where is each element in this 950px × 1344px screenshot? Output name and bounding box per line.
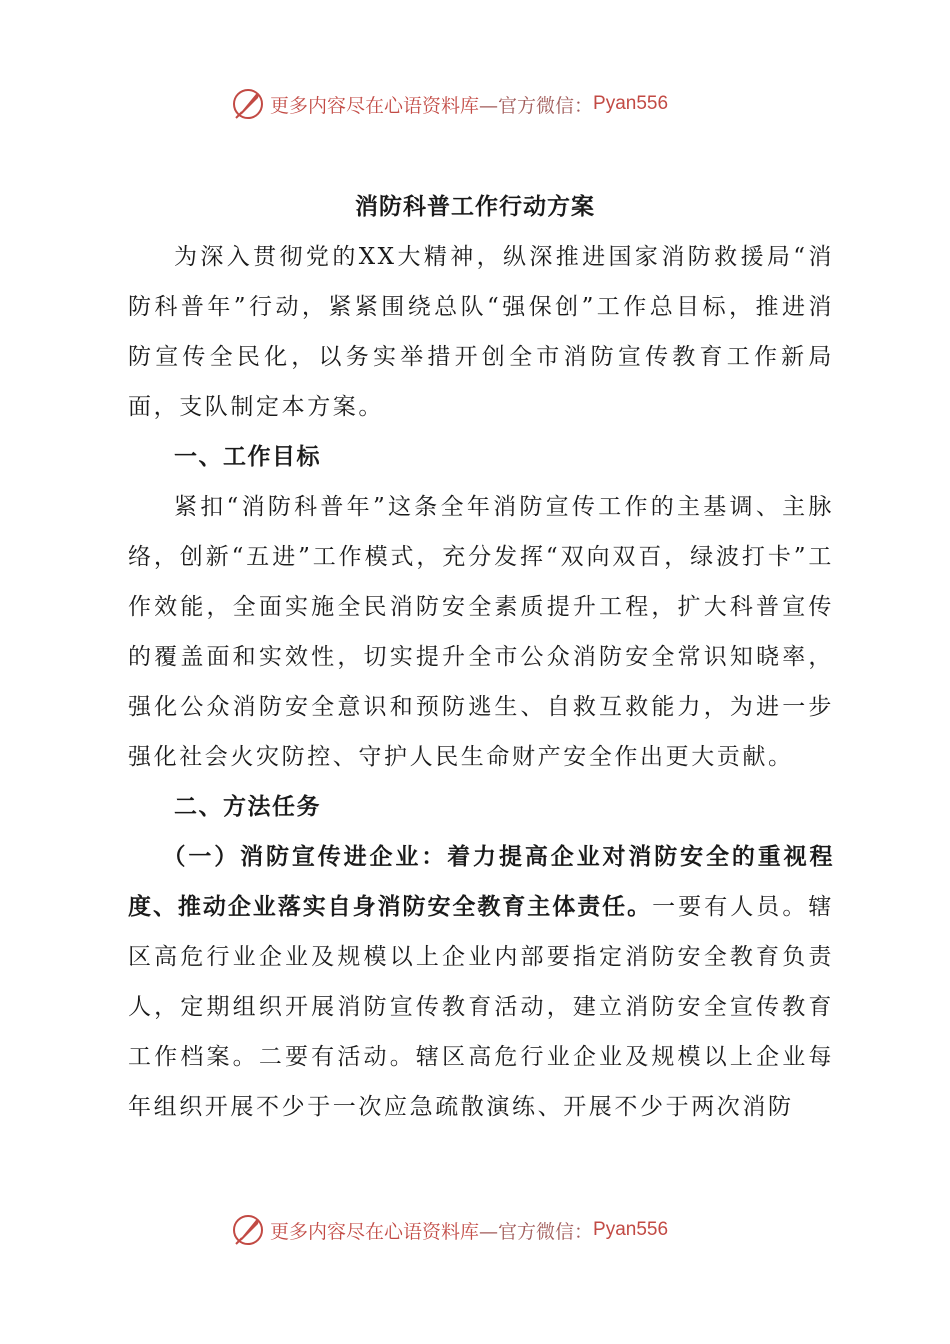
intro-paragraph: 为深入贯彻党的XX大精神，纵深推进国家消防救援局“消防科普年”行动，紧紧围绕总队“强保创”工作总目标，推进消防宣传全民化，以务实举措开创全市消防宣传教育工作新局面，支队制定本方案。 (128, 244, 834, 420)
page-title: 消防科普工作行动方案 (355, 194, 595, 220)
quill-logo-icon (230, 86, 266, 122)
watermark-wechat-label: —官方微信： (479, 1220, 594, 1243)
watermark-header (230, 84, 668, 124)
enterprise-body: 一要有人员。辖区高危行业企业及规模以上企业内部要指定消防安全教育负责人，定期组织开展消防宣传教育活动，建立消防安全宣传教育工作档案。二要有活动。辖区高危行业企业及规模以上企业每年组织开展不少于一次应急疏散演练、开展不少于两次消防 (128, 894, 835, 1120)
goals-paragraph: 紧扣“消防科普年”这条全年消防宣传工作的主基调、主脉络，创新“五进”工作模式，充分发挥“双向双百，绿波打卡”工作效能，全面实施全民消防安全素质提升工程，扩大科普宣传的覆盖面和实效性，切实提升全市公众消防安全常识知晓率，强化公众消防安全意识和预防逃生、自救互救能力，为进一步强化社会火灾防控、守护人民生命财产安全作出更大贡献。 (128, 494, 834, 770)
watermark-wechat-label: —官方微信： (479, 94, 594, 117)
watermark-footer (230, 1210, 668, 1250)
document-body (128, 232, 834, 1132)
quill-logo-icon (230, 1212, 266, 1248)
watermark-text: 更多内容尽在心语资料库 (270, 94, 480, 117)
section-heading-goals: 一、工作目标 (174, 444, 321, 470)
watermark-wechat-id: Pyan556 (593, 1219, 669, 1240)
enterprise-lead: （一）消防宣传进企业：着力提高企业对消防安全的重视程度、推动企业落实自身消防安全教育主体责任。 (128, 844, 834, 920)
watermark-text: 更多内容尽在心语资料库 (270, 1220, 480, 1243)
enterprise-paragraph (128, 832, 834, 1132)
section-heading-methods: 二、方法任务 (174, 794, 321, 820)
watermark-wechat-id: Pyan556 (593, 93, 669, 114)
